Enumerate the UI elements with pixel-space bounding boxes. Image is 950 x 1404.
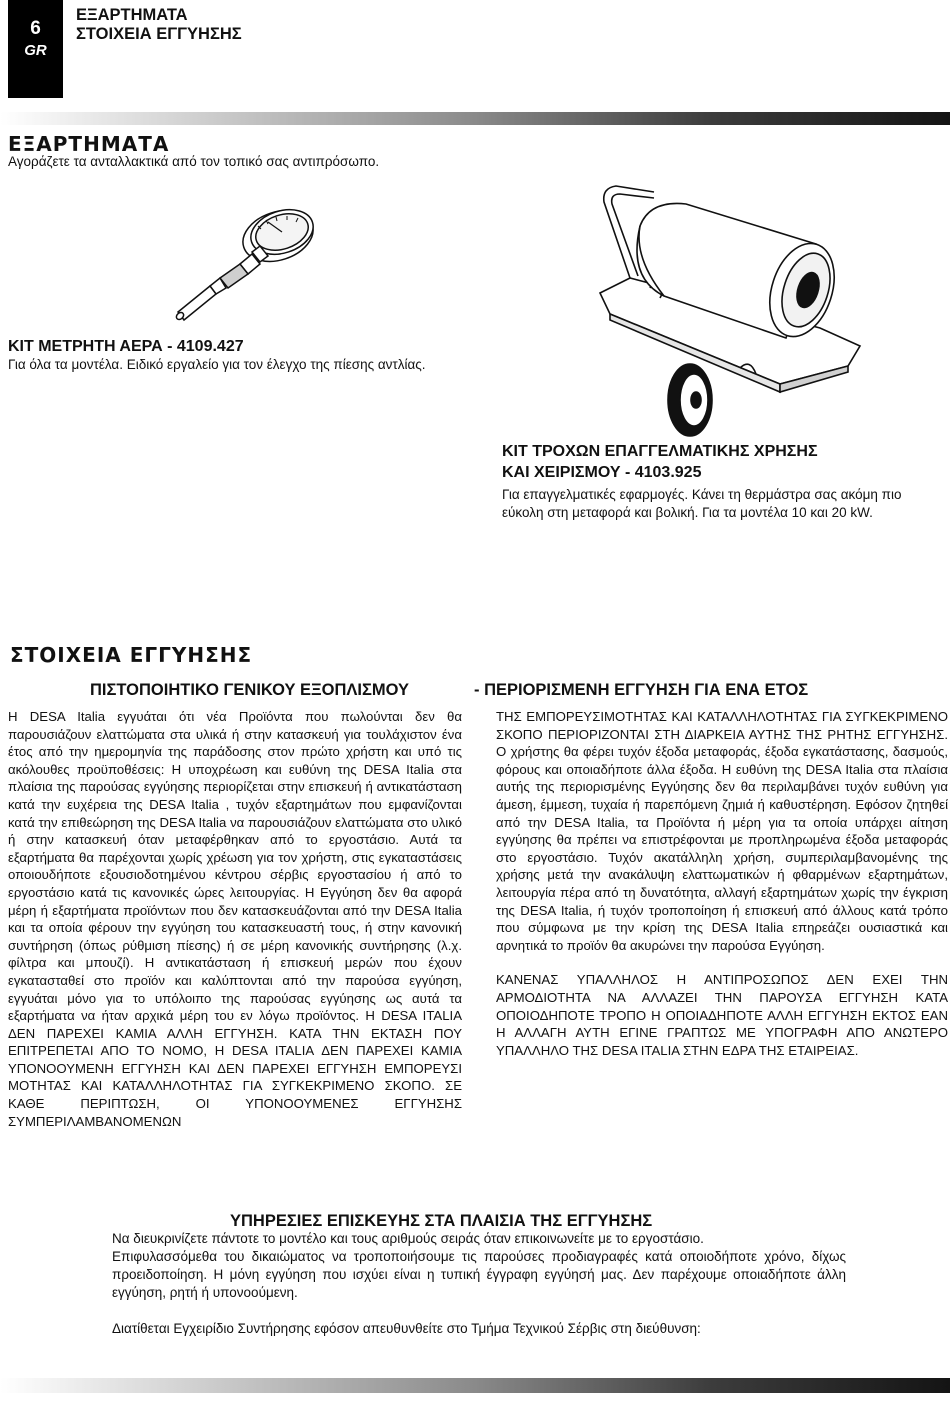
page-number-box xyxy=(8,0,63,98)
kit1-title: ΚΙΤ ΜΕΤΡΗΤΗ ΑΕΡΑ - 4109.427 xyxy=(8,338,244,355)
page-number: 6 xyxy=(30,18,41,39)
kit1-description: Για όλα τα μοντέλα. Ειδικό εργαλείο για τον έλεγχο της πίεσης αντλίας. xyxy=(8,357,426,372)
service-line1: Να διευκρινίζετε πάντοτε το μοντέλο και τους αριθμούς σειράς όταν επικοινωνείτε με το εργοστάσιο. xyxy=(112,1231,704,1246)
kit2-title xyxy=(502,441,942,483)
warranty-right-text-1: ΤΗΣ ΕΜΠΟΡΕΥΣΙΜΟΤΗΤΑΣ ΚΑΙ ΚΑΤΑΛΛΗΛΟΤΗΤΑΣ ΓΙΑ ΣΥΓΚΕΚΡΙΜΕΝΟ ΣΚΟΠΟ ΠΕΡΙΟΡΙΖΟΝΤΑΙ ΣΤΗ ΔΙΑΡΚΕΙΑ ΑΥΤΗΣ ΤΗΣ ΡΗΤΗΣ ΕΓΓΥΗΣΗΣ. Ο χρήστης θα φέρει τυχόν έξοδα μεταφοράς, έξοδα εγκατάστασης, δασμούς, φόρους και οποιαδήποτε άλλα έξοδα. Η ευθύνη της DESA Italia στα πλαίσια αυτής της περιορισμένης Εγγύησης δεν θα περιλαμβάνει τυχόν ευθύνη για άμεση, έμμεση, τυχαία ή παρεπόμενη ζημιά ή καθυστέρηση. Εφόσον ζητηθεί από την DESA Italia, τα Προϊόντα ή μέρη για τα οποία υπάρχει αίτηση εγγύησης θα πρέπει να επιστρέφονται με προπληρωμένα έξοδα μεταφοράς στο εργοστάσιο. Τυχόν ακατάλληλη χρήση, συμπεριλαμβανομένης της χρήσης μετά την ανακάλυψη ελαττωματικών ή φθαρμένων εξαρτημάτων, λειτουργία πέρα από τη δυνατότητα, αλλαγή εξαρτημάτων χωρίς την έγκριση της DESA Italia, ή τυχόν τροποποίηση ή επισκευή από άλλους κατά τρόπο που σύμφωνα με την κρίση της DESA Italia επηρεάζει ουσιαστικά και αρνητικά το προϊόν θα ακυρώνει την παρούσα Εγγύηση. xyxy=(496,709,948,953)
warranty-right-text-2: ΚΑΝΕΝΑΣ ΥΠΑΛΛΗΛΟΣ Η ΑΝΤΙΠΡΟΣΩΠΟΣ ΔΕΝ ΕΧΕΙ ΤΗΝ ΑΡΜΟΔΙΟΤΗΤΑ ΝΑ ΑΛΛΑΖΕΙ ΤΗΝ ΠΑΡΟΥΣΑ ΕΓΓΥΗΣΗ ΚΑΤΑ ΟΠΟΙΟΔΗΠΟΤΕ ΤΡΟΠΟ Η ΟΠΟΙΑΔΗΠΟΤΕ ΑΛΛΗ ΕΓΓΥΗΣΗ ΕΚΤΟΣ ΕΑΝ Η ΑΛΛΑΓΗ ΑΥΤΗ ΕΓΙΝΕ ΓΡΑΠΤΩΣ ΜΕ ΥΠΟΓΡΑΦΗ ΑΠΟ ΑΝΩΤΕΡΟ ΥΠΑΛΛΗΛΟ ΤΗΣ DESA ITALIA ΣΤΗΝ ΕΔΡΑ ΤΗΣ ΕΤΑΙΡΕΙΑΣ. xyxy=(496,972,948,1058)
service-paragraph2: Επιφυλασσόμεθα του δικαιώματος να τροποποιήσουμε τις παρούσες προδιαγραφές κατά οποιοδήποτε χρόνο, δίχως προειδοποίηση. Η μόνη εγγύηση που ισχύει είναι η τυπική έγγραφη εγγύησή μας. Δεν παρέχουμε οποιαδήποτε άλλη εγγύηση, ρητή ή υπονοούμενη. xyxy=(112,1249,846,1300)
warranty-left-text: Η DESA Italia εγγυάται ότι νέα Προϊόντα που πωλούνται δεν θα παρουσιάζουν ελαττώματα στα υλικά ή στην κατασκευή για τουλάχιστον ένα έτος από την ημερομηνία της παράδοσης στον πρώτο χρήστη και υπό τις ακόλουθες προϋποθέσεις: Η υποχρέωση και ευθύνη της DESA Italia στα πλαίσια της παρούσας εγγύησης περιορίζεται στην επισκευή ή αντικατάσταση κατά την ευχέρεια της DESA Italia , τυχόν εξαρτημάτων που εμφανίζονται κατά την επιθεώρηση της DESA Italia να παρουσιάζουν ελαττώματα στο υλικό ή στην κατασκευή όταν μεταφέρθηκαν από το εργοστάσιο. Αυτά τα εξαρτήματα θα παρέχονται χωρίς χρέωση για τον χρήστη, στις εγκαταστάσεις οποιουδήποτε εξουσιοδοτημένου κέντρου σέρβις εργοστασίου ή από το εργοστάσιο κατά τις κανονικές ώρες λειτουργίας. Η Εγγύηση δεν θα αφορά μέρη ή εξαρτήματα προϊόντων που δεν κατασκευάζονται από την DESA Italia και τα οποία φέρουν την εγγύηση του κατασκευαστή τους, ή στην κανονική συντήρηση (όπως ρύθμιση πίεσης) ή σε μέρη κανονικής συντήρησης (λ.χ. φίλτρα και μπουζί). Η αντικατάσταση ή επισκευή μερών που έχουν εγκατασταθεί στο προϊόν και καλύπτονται από την παρούσα εγγύηση, εγγυάται μόνο για το υπόλοιπο της παρούσας εγγύησης ως αυτά τα εξαρτήματα να ήταν αρχικά μέρη του εν λόγω προϊόντος. Η DESA ITALIA ΔΕΝ ΠΑΡΕΧΕΙ ΚΑΜΙΑ ΑΛΛΗ ΕΓΓΥΗΣΗ. ΚΑΤΑ ΤΗΝ ΕΚΤΑΣΗ ΠΟΥ ΕΠΙΤΡΕΠΕΤΑΙ ΑΠΟ ΤΟ ΝΟΜΟ, Η DESA ITALIA ΔΕΝ ΠΑΡΕΧΕΙ ΚΑΜΙΑ ΥΠΟΝΟΟΥΜΕΝΗ ΕΓΓΥΗΣΗ ΚΑΙ ΔΕΝ ΠΑΡΕΧΕΙ ΕΓΓΥΗΣΗ ΕΜΠΟΡΕΥΣΙ ΜΟΤΗΤΑΣ ΚΑΙ ΚΑΤΑΛΛΗΛΟΤΗΤΑΣ ΓΙΑ ΣΥΓΚΕΚΡΙΜΕΝΟ ΣΚΟΠΟ. ΣΕ ΚΑΘΕ ΠΕΡΙΠΤΩΣΗ, ΟΙ ΥΠΟΝΟΟΥΜΕΝΕΣ ΕΓΓΥΗΣΗΣ ΣΥΜΠΕΡΙΛΑΜΒΑΝΟΜΕΝΩΝ xyxy=(8,709,462,1129)
service-heading: ΥΠΗΡΕΣΙΕΣ ΕΠΙΣΚΕΥΗΣ ΣΤΑ ΠΛΑΙΣΙΑ ΤΗΣ ΕΓΓΥΗΣΗΣ xyxy=(230,1212,653,1230)
language-code: GR xyxy=(24,42,47,59)
service-paragraph3: Διατίθεται Εγχειρίδιο Συντήρησης εφόσον απευθυνθείτε στο Τμήμα Τεχνικού Σέρβις στη διεύθυνση: xyxy=(112,1321,701,1336)
running-header-line2: ΣΤΟΙΧΕΙΑ ΕΓΓΥΗΣΗΣ xyxy=(76,25,242,43)
warranty-heading: ΣΤΟΙΧΕΙΑ ΕΓΓΥΗΣΗΣ xyxy=(10,643,253,667)
heater-wheel-kit-illustration xyxy=(590,178,880,438)
running-header-line1: ΕΞΑΡΤΗΜΑΤΑ xyxy=(76,6,188,24)
warranty-right-column xyxy=(496,708,948,1059)
footer-gradient-bar xyxy=(0,1378,950,1393)
warranty-subheading-left: ΠΙΣΤΟΠΟΙΗΤΙΚΟ ΓΕΝΙΚΟΥ ΕΞΟΠΛΙΣΜΟΥ xyxy=(90,681,410,699)
header-gradient-bar xyxy=(0,112,950,125)
kit2-title-line2: ΚΑΙ ΧΕΙΡΙΣΜΟΥ - 4103.925 xyxy=(502,464,702,481)
accessories-intro: Αγοράζετε τα ανταλλακτικά από τον τοπικό σας αντιπρόσωπο. xyxy=(8,154,380,169)
pressure-gauge-illustration xyxy=(160,192,350,322)
warranty-left-column xyxy=(8,708,462,1130)
kit2-description: Για επαγγελματικές εφαρμογές. Κάνει τη θερμάστρα σας ακόμη πιο εύκολη στη μεταφορά και βολική. Για τα μοντέλα 10 και 20 kW. xyxy=(502,487,902,520)
running-header xyxy=(76,6,242,44)
accessories-heading: ΕΞΑΡΤΗΜΑΤΑ xyxy=(8,132,170,156)
warranty-subheading-right: - ΠΕΡΙΟΡΙΣΜΕΝΗ ΕΓΓΥΗΣΗ ΓΙΑ ΕΝΑ ΕΤΟΣ xyxy=(474,681,809,699)
kit2-title-line1: ΚΙΤ ΤΡΟΧΩΝ ΕΠΑΓΓΕΛΜΑΤΙΚΗΣ ΧΡΗΣΗΣ xyxy=(502,443,818,460)
